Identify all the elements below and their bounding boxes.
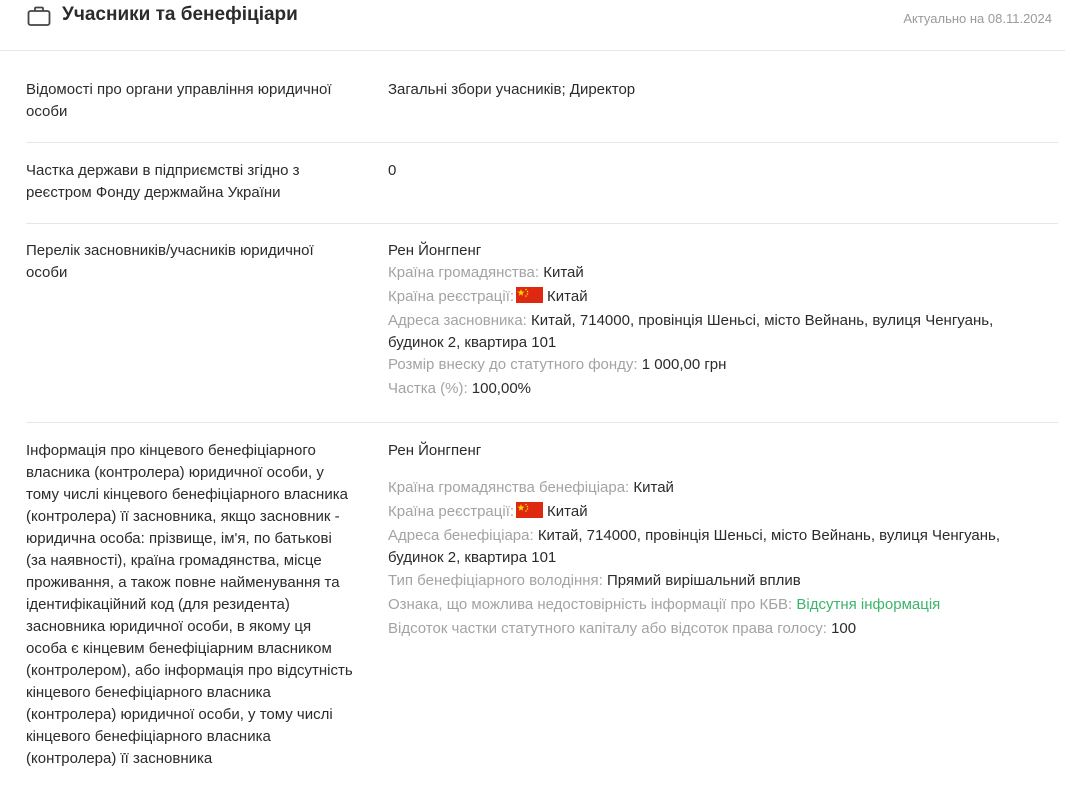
updated-date: Актуально на 08.11.2024 [903,11,1052,26]
beneficiary-percent: Відсоток частки статутного капіталу або відсоток права голосу: 100 [388,620,857,637]
state-share-row [0,143,1058,224]
beneficiary-name: Рен Йонгпенг [388,442,482,459]
governance-label: Відомості про органи управління юридичної особи [26,81,332,120]
beneficiary-label: Інформація про кінцевого бенефіціарного власника (контролера) юридичної особи, у тому числі кінцевого бенефіціарного власника (контролера) її засновника, якщо засновник - юридична особа: прізвище, ім'я, по батькові (за наявності), країна громадянства, місце проживання, а також повне найменування та ідентифікаційний код (для резидента) засновника юридичної особи, в якому ця особа є кінцевим бенефіціарним власником (контролером), або інформація про відсутність кінцевого бенефіціарного власника (контролера) юридичної особи, у тому числі кінцевого бенефіціарного власника (контролера) її засновника [26,442,353,767]
china-flag-icon [516,502,543,518]
governance-row [0,51,1058,143]
section-title: Учасники та бенефіціари [62,4,298,25]
founder-contribution: Розмір внеску до статутного фонду: 1 000,00 грн [388,356,727,373]
founder-details [388,240,1038,402]
state-share-label: Частка держави в підприємстві згідно з реєстром Фонду держмайна України [26,162,300,201]
founder-registration: Країна реєстрації: Китай [388,288,588,305]
founder-share: Частка (%): 100,00% [388,380,531,397]
state-share-value: 0 [388,162,397,179]
beneficiary-registration: Країна реєстрації: Китай [388,503,588,520]
founder-name: Рен Йонгпенг [388,242,482,259]
briefcase-icon [27,6,51,26]
beneficiary-citizenship: Країна громадянства бенефіціара: Китай [388,479,674,496]
beneficiary-address: Адреса бенефіціара: Китай, 714000, провінція Шеньсі, місто Вейнань, вулиця Ченгуань, будинок 2, квартира 101 [388,527,1001,566]
governance-value: Загальні збори учасників; Директор [388,81,636,98]
section-header [0,0,1065,51]
beneficiary-row [0,423,1058,798]
founder-citizenship: Країна громадянства: Китай [388,264,584,281]
beneficiary-details [388,440,1038,642]
founders-label: Перелік засновників/учасників юридичної особи [26,242,314,281]
beneficiary-ownership-type: Тип бенефіціарного володіння: Прямий вирішальний вплив [388,572,801,589]
china-flag-icon [516,287,543,303]
founder-address: Адреса засновника: Китай, 714000, провінція Шеньсі, місто Вейнань, вулиця Ченгуань, будинок 2, квартира 101 [388,312,994,351]
founders-row [0,224,1058,423]
beneficiary-unreliability: Ознака, що можлива недостовірність інформації про КБВ: Відсутня інформація [388,596,941,613]
